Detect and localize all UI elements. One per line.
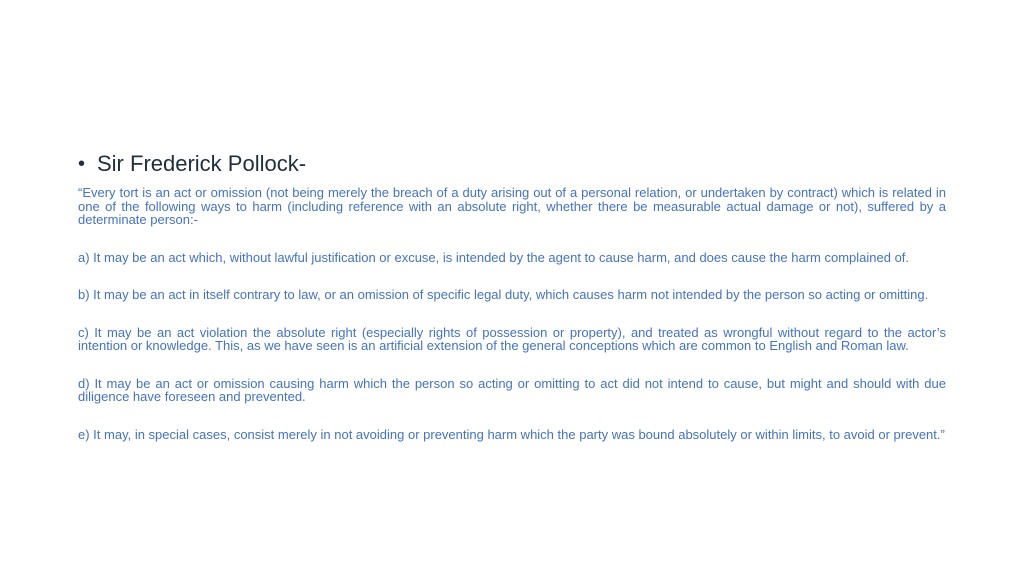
intro-paragraph: “Every tort is an act or omission (not being merely the breach of a duty arising out of a personal relation, or undertaken by contract) which is related in one of the following ways to harm (including reference with an absolute right, whether there be measurable actual damage or not), suffered by a determinate person:- [78, 185, 946, 227]
bullet-icon: • [78, 153, 86, 175]
paragraph-c: c) It may be an act violation the absolute right (especially rights of possession or property), and treated as wrongful without regard to the actor’s intention or knowledge. This, as we have seen is an artificial extension of the general conceptions which are common to English and Roman law. [78, 324, 946, 353]
slide-content [78, 150, 946, 441]
paragraph-e: e) It may, in special cases, consist merely in not avoiding or preventing harm which the party was bound absolutely or within limits, to avoid or prevent.” [78, 426, 945, 442]
paragraph-d: d) It may be an act or omission causing harm which the person so acting or omitting to act did not intend to cause, but might and should with due diligence have foreseen and prevented. [78, 375, 946, 404]
slide-heading: Sir Frederick Pollock- [97, 151, 307, 176]
paragraph-a: a) It may be an act which, without lawful justification or excuse, is intended by the agent to cause harm, and does cause the harm complained of. [78, 249, 910, 265]
paragraph-b: b) It may be an act in itself contrary to law, or an omission of specific legal duty, which causes harm not intended by the person so acting or omitting. [78, 287, 929, 302]
heading-line [78, 150, 946, 178]
